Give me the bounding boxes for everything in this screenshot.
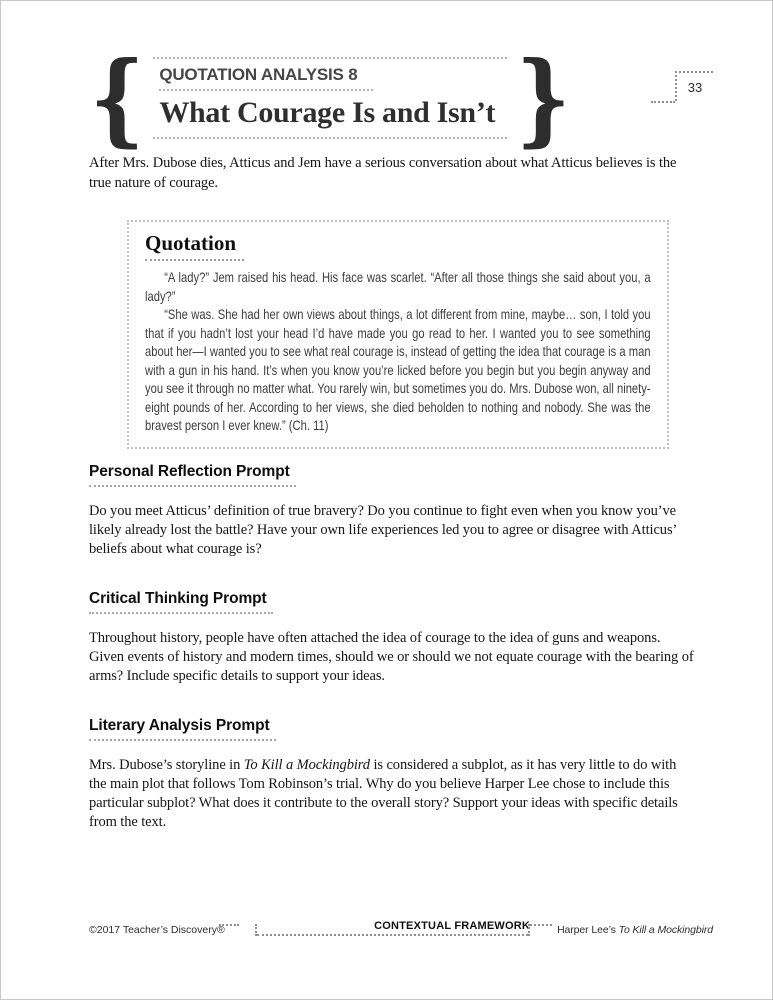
quotation-heading: Quotation	[145, 231, 244, 261]
quotation-paragraph-2: “She was. She had her own views about things, a lot different from mine, maybe… son, I told you that if you hadn’t lost your head I’d have made you go read to her. I wanted you to see something about her—I wanted you to see what real courage is, instead of getting the idea that courage is a man with a gun in his hand. It’s when you know you’re licked before you begin but you begin anyway and you see it through no matter what. You rarely win, but sometimes you do. Mrs. Dubose won, all ninety-eight pounds of her. According to her views, she died beholden to nothing and nobody. She was the bravest person I ever knew.” (Ch. 11)	[145, 306, 651, 433]
page-number: 33	[687, 80, 703, 95]
personal-reflection-body: Do you meet Atticus’ definition of true bravery? Do you continue to fight even when you know you’ve likely already lost the battle? Have your own life experiences led you to agree or disagree with Atticus’ beliefs about what courage is?	[89, 503, 677, 557]
dotted-step-left-decoration	[235, 924, 257, 936]
page-number-box	[675, 71, 713, 101]
literary-analysis-body-part2: is considered a subplot, as it has very little to do with the main plot that follows Tom Robinson’s trial. Why do you believe Harper Lee chose to include this particular subplot? What does it contribute to the overall story? Support your ideas with specific details from the text.	[89, 757, 678, 830]
quotation-text	[145, 268, 651, 435]
intro-paragraph: After Mrs. Dubose dies, Atticus and Jem have a serious conversation about what Atticus believes is the true nature of courage.	[89, 155, 677, 191]
literary-analysis-body-part1: Mrs. Dubose’s storyline in	[89, 757, 244, 773]
footer	[89, 916, 713, 936]
quotation-box	[127, 220, 669, 449]
right-brace-decoration: }	[516, 39, 571, 157]
section-critical-thinking	[89, 590, 697, 686]
header-text-block	[153, 57, 507, 139]
lesson-label: QUOTATION ANALYSIS 8	[159, 65, 373, 91]
literary-analysis-body	[89, 756, 697, 832]
section-literary-analysis	[89, 717, 697, 832]
footer-credit-title: To Kill a Mockingbird	[618, 924, 713, 936]
footer-book-credit	[550, 924, 713, 936]
dotted-rule	[257, 920, 531, 936]
footer-credit-prefix: Harper Lee’s	[557, 924, 619, 936]
dotted-step-right-decoration	[528, 924, 550, 936]
left-brace-decoration: {	[89, 39, 145, 157]
header	[85, 39, 576, 157]
footer-copyright: ©2017 Teacher’s Discovery®	[89, 924, 225, 936]
personal-reflection-heading: Personal Reflection Prompt	[89, 463, 296, 487]
quotation-paragraph-1: “A lady?” Jem raised his head. His face was scarlet. “After all those things she said about you, a lady?”	[145, 269, 651, 304]
literary-analysis-heading: Literary Analysis Prompt	[89, 717, 276, 741]
book-title-italic: To Kill a Mockingbird	[243, 757, 370, 773]
page-title: What Courage Is and Isn’t	[159, 96, 496, 129]
section-personal-reflection	[89, 463, 697, 559]
critical-thinking-heading: Critical Thinking Prompt	[89, 590, 273, 614]
critical-thinking-body: Throughout history, people have often attached the idea of courage to the idea of guns and weapons. Given events of history and modern times, should we or should we not equate courage with the bearing of arms? Include specific details to support your ideas.	[89, 630, 694, 684]
footer-series-label: CONTEXTUAL FRAMEWORK	[374, 920, 531, 932]
